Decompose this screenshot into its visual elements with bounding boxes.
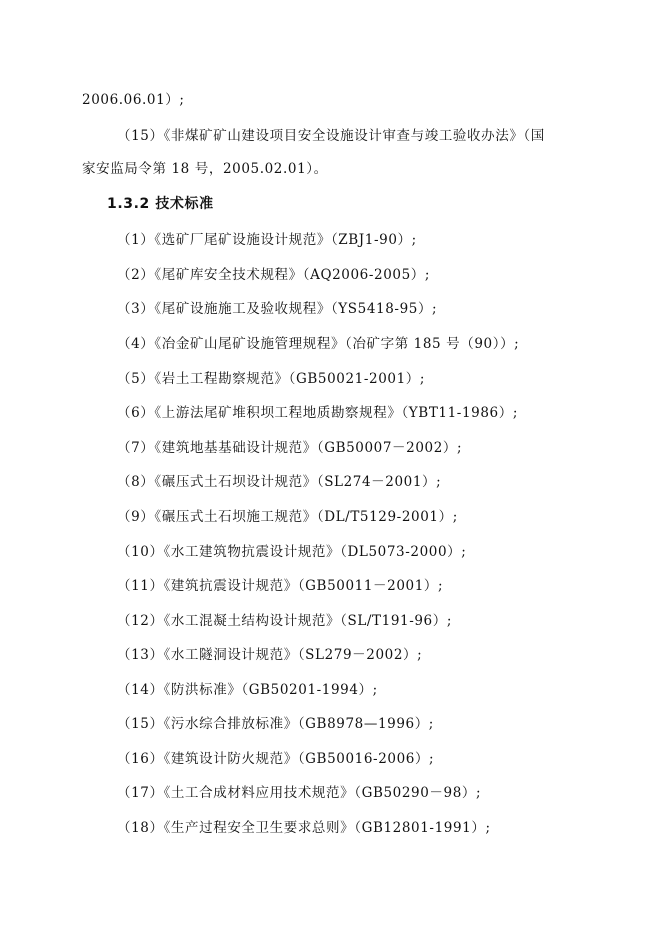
standard-item-8: （8）《碾压式土石坝设计规范》（SL274－2001）; [117, 474, 442, 490]
standard-item-7: （7）《建筑地基基础设计规范》（GB50007－2002）; [117, 440, 463, 456]
standard-item-6: （6）《上游法尾矿堆积坝工程地质勘察规程》（YBT11-1986）; [117, 405, 518, 421]
regulation-15-line1: （15）《非煤矿矿山建设项目安全设施设计审查与竣工验收办法》（国 [117, 128, 545, 144]
standard-item-4: （4）《冶金矿山尾矿设施管理规程》（冶矿字第 185 号（90））; [117, 336, 520, 352]
standard-item-3: （3）《尾矿设施施工及验收规程》（YS5418-95）; [117, 301, 438, 317]
standard-item-15: （15）《污水综合排放标准》（GB8978—1996）; [117, 716, 434, 732]
continuation-line: 2006.06.01）; [82, 92, 185, 108]
standard-item-1: （1）《选矿厂尾矿设施设计规范》（ZBJ1-90）; [117, 232, 417, 248]
standard-item-12: （12）《水工混凝土结构设计规范》（SL/T191-96）; [117, 613, 452, 629]
standard-item-16: （16）《建筑设计防火规范》（GB50016-2006）; [117, 751, 435, 767]
standard-item-14: （14）《防洪标准》（GB50201-1994）; [117, 682, 378, 698]
standard-item-18: （18）《生产过程安全卫生要求总则》（GB12801-1991）; [117, 820, 491, 836]
standard-item-9: （9）《碾压式土石坝施工规范》（DL/T5129-2001）; [117, 509, 458, 525]
standard-item-17: （17）《土工合成材料应用技术规范》（GB50290－98）; [117, 785, 482, 801]
standard-item-5: （5）《岩土工程勘察规范》（GB50021-2001）; [117, 371, 426, 387]
section-heading: 1.3.2 技术标准 [107, 196, 214, 212]
standard-item-2: （2）《尾矿库安全技术规程》（AQ2006-2005）; [117, 267, 431, 283]
standard-item-11: （11）《建筑抗震设计规范》（GB50011－2001）; [117, 578, 444, 594]
standard-item-13: （13）《水工隧洞设计规范》（SL279－2002）; [117, 647, 423, 663]
standard-item-10: （10）《水工建筑物抗震设计规范》（DL5073-2000）; [117, 544, 467, 560]
regulation-15-line2: 家安监局令第 18 号，2005.02.01）。 [82, 161, 328, 177]
